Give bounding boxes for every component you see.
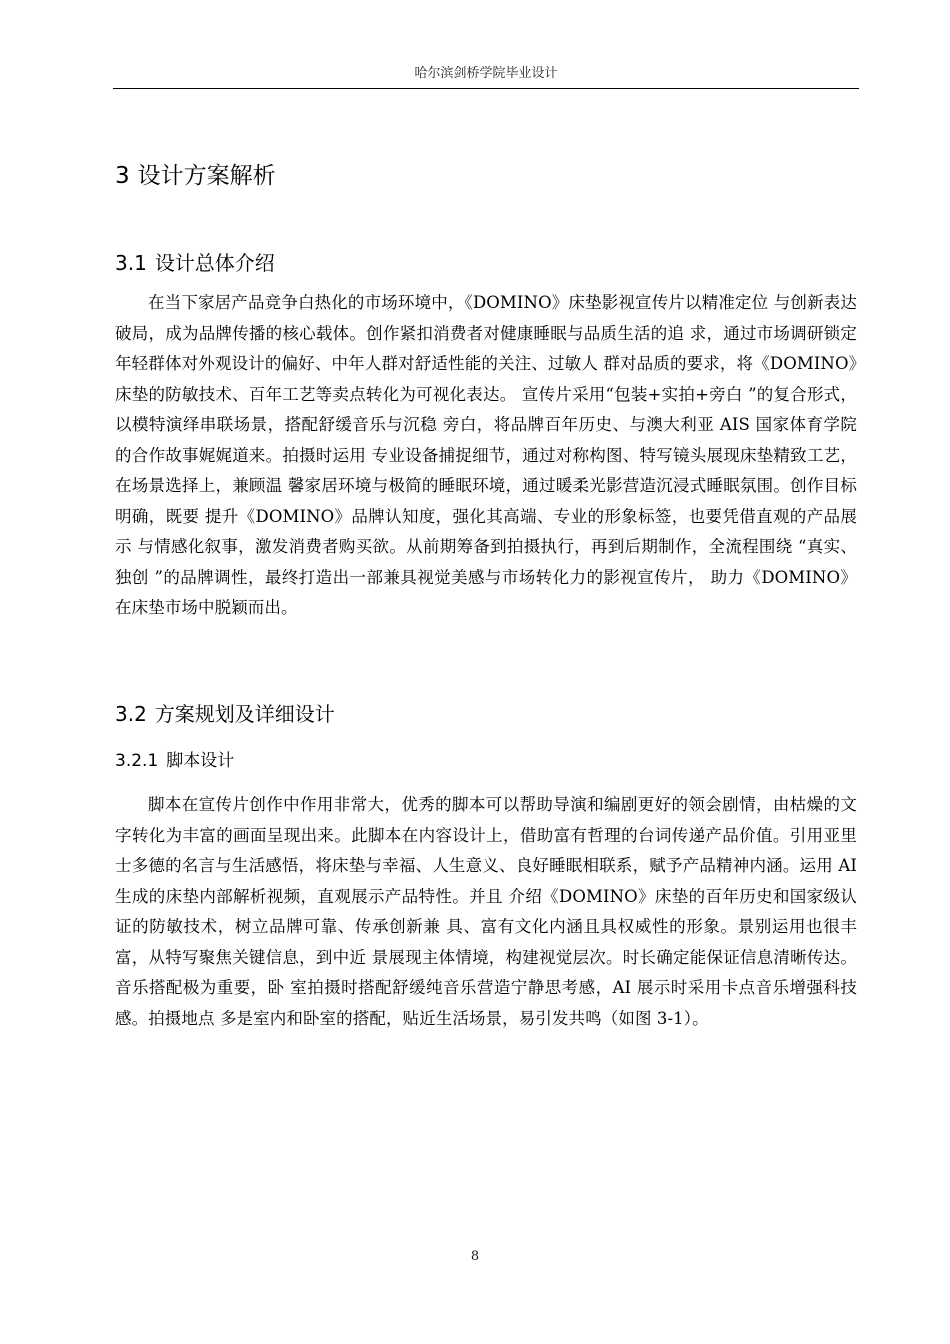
chapter-title: 设计方案解析	[137, 163, 276, 189]
section-heading-3-1	[115, 249, 275, 277]
subsection-3-2-1-paragraph: 脚本在宣传片创作中作用非常大，优秀的脚本可以帮助导演和编剧更好的领会剧情，由枯燥的文字转化为丰富的画面呈现出来。此脚本在内容设计上，借助富有哲理的台词传递产品价值。引用亚里士多德的名言与生活感悟，将床垫与幸福、人生意义、良好睡眠相联系，赋予产品精神内涵。运用 AI 生成的床垫内部解析视频，直观展示产品特性。并且 介绍《DOMINO》床垫的百年历史和国家级认证的防敏技术，树立品牌可靠、传承创新兼 具、富有文化内涵且具权威性的形象。景别运用也很丰富，从特写聚焦关键信息，到中近 景展现主体情境，构建视觉层次。时长确定能保证信息清晰传达。音乐搭配极为重要，卧 室拍摄时搭配舒缓纯音乐营造宁静思考感，AI 展示时采用卡点音乐增强科技感。拍摄地点 多是室内和卧室的搭配，贴近生活场景，易引发共鸣（如图 3-1）。	[115, 795, 857, 1028]
chapter-heading	[115, 160, 276, 192]
page-number: 8	[470, 1249, 480, 1264]
subsection-heading-3-2-1	[115, 749, 234, 773]
chapter-number: 3	[115, 163, 130, 189]
header-divider	[113, 88, 859, 89]
section-title: 设计总体介绍	[154, 251, 275, 275]
subsection-title: 脚本设计	[166, 751, 235, 771]
section-heading-3-2	[115, 700, 335, 728]
section-title: 方案规划及详细设计	[154, 702, 335, 726]
running-header: 哈尔滨剑桥学院毕业设计	[414, 66, 558, 81]
section-number: 3.2	[115, 702, 147, 726]
subsection-number: 3.2.1	[115, 751, 159, 771]
section-3-1-paragraph: 在当下家居产品竞争白热化的市场环境中，《DOMINO》床垫影视宣传片以精准定位 与创新表达破局，成为品牌传播的核心载体。创作紧扣消费者对健康睡眠与品质生活的追 求，通过市场调研锁定年轻群体对外观设计的偏好、中年人群对舒适性能的关注、过敏人 群对品质的要求，将《DOMINO》床垫的防敏技术、百年工艺等卖点转化为可视化表达。 宣传片采用“包装+实拍+旁白 ”的复合形式，以模特演绎串联场景，搭配舒缓音乐与沉稳 旁白，将品牌百年历史、与澳大利亚 AIS 国家体育学院的合作故事娓娓道来。拍摄时运用 专业设备捕捉细节，通过对称构图、特写镜头展现床垫精致工艺，在场景选择上，兼顾温 馨家居环境与极简的睡眠环境，通过暖柔光影营造沉浸式睡眠氛围。创作目标明确，既要 提升《DOMINO》品牌认知度，强化其高端、专业的形象标签，也要凭借直观的产品展示 与情感化叙事，激发消费者购买欲。从前期筹备到拍摄执行，再到后期制作，全流程围绕 “真实、独创 ”的品牌调性，最终打造出一部兼具视觉美感与市场转化力的影视宣传片， 助力《DOMINO》在床垫市场中脱颖而出。	[115, 293, 857, 617]
section-number: 3.1	[115, 251, 147, 275]
